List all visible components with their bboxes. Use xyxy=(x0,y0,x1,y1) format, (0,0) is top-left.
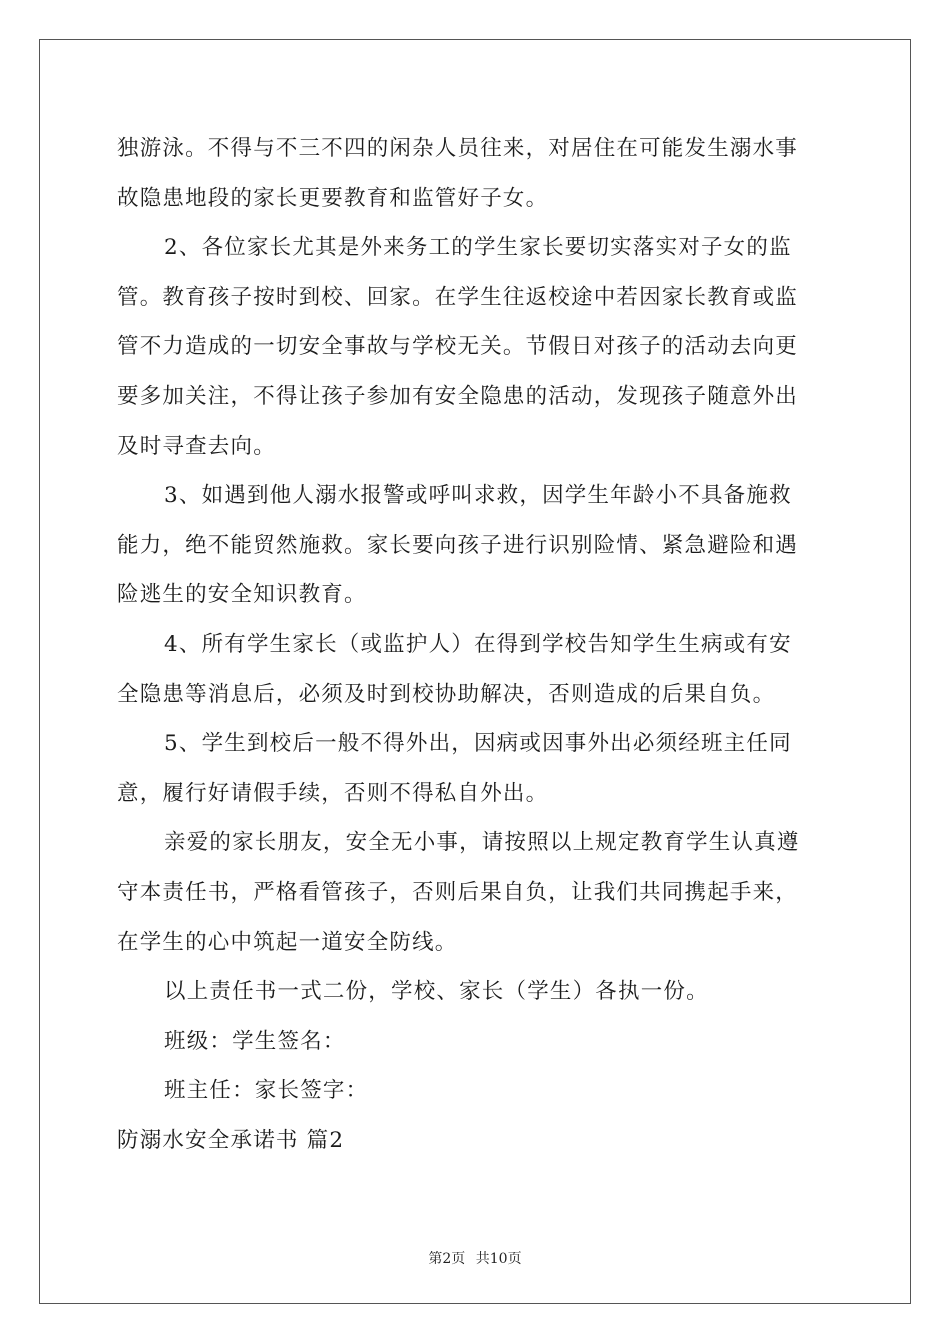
text-line: 独游泳。不得与不三不四的闲杂人员往来，对居住在可能发生溺水事 xyxy=(117,136,799,161)
section-heading: 防溺水安全承诺书 篇2 xyxy=(117,1127,345,1153)
page-total: 共10页 xyxy=(475,1251,522,1267)
document-body xyxy=(117,124,833,1165)
page-number: 第2页 xyxy=(428,1251,466,1267)
text-line: 5、学生到校后一般不得外出，因病或因事外出必须经班主任同 xyxy=(164,731,792,757)
signature-line-teacher: 班主任：家长签字： xyxy=(164,1078,369,1104)
text-line: 意，履行好请假手续，否则不得私自外出。 xyxy=(117,780,549,806)
text-line: 3、如遇到他人溺水报警或呼叫求救，因学生年龄小不具备施救 xyxy=(164,483,792,509)
text-line: 及时寻查去向。 xyxy=(117,433,276,459)
text-line: 要多加关注，不得让孩子参加有安全隐患的活动，发现孩子随意外出 xyxy=(117,383,799,409)
text-line: 故隐患地段的家长更要教育和监管好子女。 xyxy=(117,185,549,211)
text-line: 管不力造成的一切安全事故与学校无关。节假日对孩子的活动去向更 xyxy=(117,334,799,360)
signature-line-class: 班级：学生签名： xyxy=(164,1028,346,1054)
text-line: 亲爱的家长朋友，安全无小事，请按照以上规定教育学生认真遵 xyxy=(164,830,800,856)
text-line: 4、所有学生家长（或监护人）在得到学校告知学生生病或有安 xyxy=(164,631,792,657)
text-line: 全隐患等消息后，必须及时到校协助解决，否则造成的后果自负。 xyxy=(117,681,776,707)
text-line: 险逃生的安全知识教育。 xyxy=(117,582,367,608)
text-line: 以上责任书一式二份，学校、家长（学生）各执一份。 xyxy=(164,979,709,1005)
text-line: 在学生的心中筑起一道安全防线。 xyxy=(117,929,458,955)
text-line: 管。教育孩子按时到校、回家。在学生往返校途中若因家长教育或监 xyxy=(117,284,799,310)
text-line: 2、各位家长尤其是外来务工的学生家长要切实落实对子女的监 xyxy=(164,235,792,261)
page-footer xyxy=(0,1248,950,1268)
text-line: 守本责任书，严格看管孩子，否则后果自负，让我们共同携起手来， xyxy=(117,879,799,905)
text-line: 能力，绝不能贸然施救。家长要向孩子进行识别险情、紧急避险和遇 xyxy=(117,532,799,558)
